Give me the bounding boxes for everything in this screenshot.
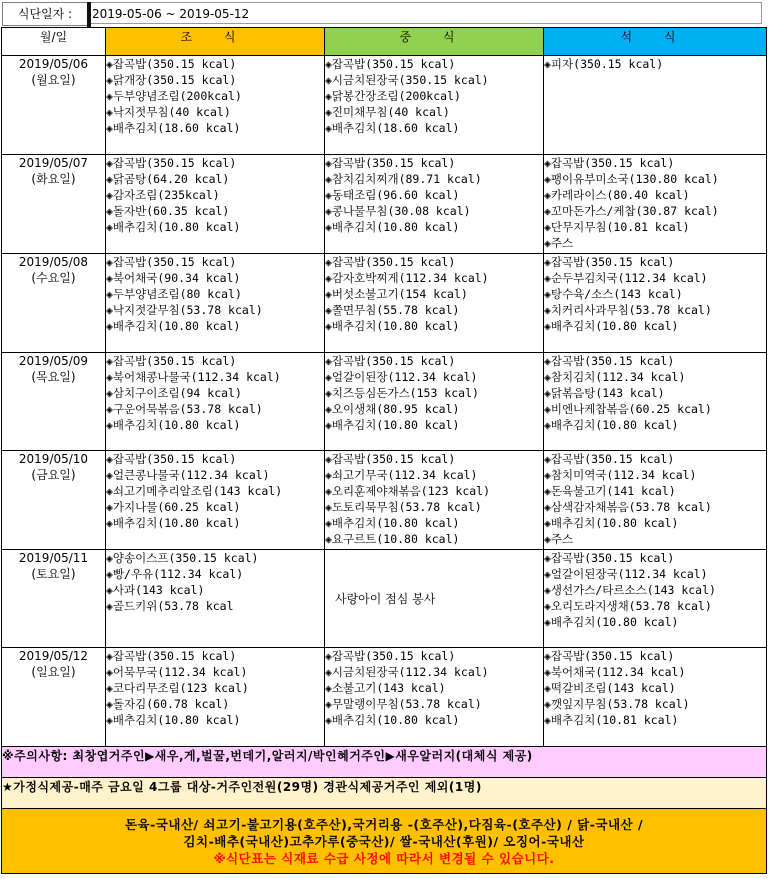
dinner-dish: ◈탕수육/소스(143 kcal) [544, 287, 683, 301]
lunch-dish: ◈배추김치(18.60 kcal) [325, 121, 460, 135]
lunch-dish: ◈배추김치(10.80 kcal) [325, 319, 460, 333]
dinner-dish: ◈북어채국(112.34 kcal) [544, 665, 686, 679]
lunch-dish: ◈배추김치(10.80 kcal) [325, 220, 460, 234]
dinner-dish: ◈배추김치(10.80 kcal) [544, 319, 679, 333]
breakfast-cell [106, 451, 325, 550]
lunch-dish: ◈진미채무침(40 kcal) [325, 105, 450, 119]
breakfast-dish: ◈골드키위(53.78 kcal [106, 599, 234, 613]
lunch-dish: ◈쫄면무침(55.78 kcal) [325, 303, 460, 317]
lunch-cell [325, 648, 544, 747]
breakfast-cell [106, 254, 325, 353]
day-row [2, 451, 767, 550]
dinner-dish: ◈배추김치(10.80 kcal) [544, 418, 679, 432]
breakfast-cell [106, 648, 325, 747]
lunch-dish: ◈잡곡밥(350.15 kcal) [325, 57, 456, 71]
lunch-cell [325, 550, 544, 648]
breakfast-dish: ◈배추김치(10.80 kcal) [106, 713, 241, 727]
day-weekday: (토요일) [31, 567, 76, 581]
dinner-dish: ◈돈육불고기(141 kcal) [544, 484, 676, 498]
origin-note-row [2, 809, 767, 874]
lunch-cell [325, 155, 544, 254]
origin-line-1: 돈육-국내산/ 쇠고기-불고기용(호주산),국거리용 -(호주산),다짐육-(호주산) / 닭-국내산 / [124, 816, 644, 832]
dinner-dish: ◈피자(350.15 kcal) [544, 57, 664, 71]
dinner-dish: ◈비엔나케찹볶음(60.25 kcal) [544, 402, 712, 416]
day-row [2, 254, 767, 353]
dinner-cell [544, 550, 767, 648]
day-date-cell [2, 254, 106, 353]
breakfast-dish: ◈북어채국(90.34 kcal) [106, 271, 241, 285]
dinner-cell [544, 451, 767, 550]
dinner-dish: ◈잡곡밥(350.15 kcal) [544, 354, 675, 368]
breakfast-cell [106, 56, 325, 155]
breakfast-cell [106, 353, 325, 451]
day-date: 2019/05/06 [18, 57, 89, 71]
day-weekday: (목요일) [31, 370, 76, 384]
lunch-dish: ◈잡곡밥(350.15 kcal) [325, 354, 456, 368]
dinner-dish: ◈떡갈비조림(143 kcal) [544, 681, 676, 695]
column-header-breakfast: 조 식 [106, 28, 325, 56]
breakfast-dish: ◈두부양념조림(200kcal) [106, 89, 242, 103]
lunch-dish: ◈감자호박찌게(112.34 kcal) [325, 271, 489, 285]
breakfast-dish: ◈삼치구이조림(94 kcal) [106, 386, 242, 400]
lunch-dish: ◈얼갈이된장(112.34 kcal) [325, 370, 478, 384]
dinner-dish: ◈삼색감자채볶음(53.78 kcal) [544, 500, 712, 514]
lunch-cell [325, 56, 544, 155]
dinner-dish: ◈얼갈이된장국(112.34 kcal) [544, 567, 708, 581]
lunch-dish: ◈치즈등심돈가스(153 kcal) [325, 386, 479, 400]
lunch-dish: ◈참치김치찌개(89.71 kcal) [325, 172, 482, 186]
dinner-dish: ◈잡곡밥(350.15 kcal) [544, 156, 675, 170]
day-date: 2019/05/12 [18, 649, 89, 663]
breakfast-dish: ◈배추김치(10.80 kcal) [106, 319, 241, 333]
dinner-dish: ◈팽이유부미소국(130.80 kcal) [544, 172, 719, 186]
lunch-dish: ◈닭봉간장조림(200kcal) [325, 89, 461, 103]
breakfast-dish: ◈코다리무조림(123 kcal) [106, 681, 249, 695]
breakfast-dish: ◈쇠고기메추리알조림(143 kcal) [106, 484, 283, 498]
day-date-cell [2, 155, 106, 254]
lunch-dish: ◈쇠고기무국(112.34 kcal) [325, 468, 478, 482]
breakfast-dish: ◈잡곡밥(350.15 kcal) [106, 156, 237, 170]
day-date: 2019/05/10 [18, 452, 89, 466]
breakfast-cell [106, 550, 325, 648]
allergy-note-row [2, 747, 767, 778]
dinner-dish: ◈주스 [544, 236, 574, 250]
dinner-dish: ◈닭볶음탕(143 kcal) [544, 386, 665, 400]
dinner-dish: ◈배추김치(10.80 kcal) [544, 516, 679, 530]
dinner-dish: ◈순두부김치국(112.34 kcal) [544, 271, 708, 285]
cell-cursor [87, 2, 91, 29]
dinner-cell [544, 353, 767, 451]
day-date: 2019/05/08 [18, 255, 89, 269]
lunch-dish: ◈시금치된장국(112.34 kcal) [325, 665, 489, 679]
day-date: 2019/05/07 [18, 156, 89, 170]
home-meal-note: ★가정식제공-매주 금요일 4그룹 대상-거주인전원(29명) 경관식제공거주인 제외(1명) [2, 780, 482, 794]
breakfast-dish: ◈가지나물(60.25 kcal) [106, 500, 241, 514]
day-row [2, 56, 767, 155]
day-weekday: (금요일) [31, 468, 76, 482]
breakfast-dish: ◈돌자김(60.78 kcal) [106, 697, 230, 711]
lunch-dish: ◈오리훈제야채볶음(123 kcal) [325, 484, 491, 498]
day-date: 2019/05/09 [18, 354, 89, 368]
dinner-dish: ◈단무지무침(10.81 kcal) [544, 220, 690, 234]
dinner-dish: ◈참치미역국(112.34 kcal) [544, 468, 697, 482]
lunch-cell [325, 353, 544, 451]
column-header-lunch: 중 식 [325, 28, 544, 56]
dinner-dish: ◈생선가스/타르소스(143 kcal) [544, 583, 716, 597]
lunch-dish: ◈잡곡밥(350.15 kcal) [325, 649, 456, 663]
dinner-dish: ◈배추김치(10.80 kcal) [544, 615, 679, 629]
breakfast-dish: ◈배추김치(10.80 kcal) [106, 516, 241, 530]
day-date-cell [2, 648, 106, 747]
breakfast-dish: ◈잡곡밥(350.15 kcal) [106, 57, 237, 71]
dinner-dish: ◈꼬마돈가스/케찹(30.87 kcal) [544, 204, 719, 218]
lunch-dish: ◈잡곡밥(350.15 kcal) [325, 255, 456, 269]
lunch-dish: ◈콩나물무침(30.08 kcal) [325, 204, 471, 218]
dinner-cell [544, 56, 767, 155]
day-date-cell [2, 353, 106, 451]
breakfast-dish: ◈구운어묵볶음(53.78 kcal) [106, 402, 263, 416]
day-row [2, 155, 767, 254]
day-weekday: (월요일) [31, 73, 76, 87]
lunch-dish: ◈소불고기(143 kcal) [325, 681, 446, 695]
lunch-dish: ◈무말랭이무침(53.78 kcal) [325, 697, 482, 711]
breakfast-dish: ◈배추김치(10.80 kcal) [106, 418, 241, 432]
lunch-dish: ◈버섯소불고기(154 kcal) [325, 287, 468, 301]
dinner-dish: ◈잡곡밥(350.15 kcal) [544, 452, 675, 466]
column-header-dinner: 석 식 [544, 28, 767, 56]
allergy-note: ※주의사항: 최창엽거주인▶새우,게,벌꿀,번데기,알러지/박인혜거주인▶새우알러지(대체식 제공) [2, 749, 533, 763]
breakfast-dish: ◈두부양념조림(80 kcal) [106, 287, 242, 301]
breakfast-dish: ◈얼큰콩나물국(112.34 kcal) [106, 468, 270, 482]
date-label: 식단일자 : [2, 2, 88, 26]
breakfast-dish: ◈잡곡밥(350.15 kcal) [106, 354, 237, 368]
breakfast-dish: ◈낙지젓갈무침(53.78 kcal) [106, 303, 263, 317]
column-header-date: 월/일 [2, 28, 106, 56]
breakfast-dish: ◈돌자반(60.35 kcal) [106, 204, 230, 218]
breakfast-dish: ◈잡곡밥(350.15 kcal) [106, 649, 237, 663]
breakfast-dish: ◈닭곰탕(64.20 kcal) [106, 172, 230, 186]
dinner-dish: ◈치커리사과무침(53.78 kcal) [544, 303, 712, 317]
dinner-cell [544, 254, 767, 353]
menu-change-warning: ※식단표는 식재료 수급 사정에 따라서 변경될 수 있습니다. [213, 850, 555, 866]
breakfast-dish: ◈잡곡밥(350.15 kcal) [106, 255, 237, 269]
dinner-cell [544, 155, 767, 254]
lunch-dish: ◈배추김치(10.80 kcal) [325, 418, 460, 432]
lunch-cell [325, 254, 544, 353]
day-row [2, 648, 767, 747]
weekly-menu-table [1, 27, 767, 874]
dinner-dish: ◈잡곡밥(350.15 kcal) [544, 551, 675, 565]
lunch-dish: ◈시금치된장국(350.15 kcal) [325, 73, 489, 87]
dinner-dish: ◈깻잎지무침(53.78 kcal) [544, 697, 690, 711]
lunch-dish: ◈오이생채(80.95 kcal) [325, 402, 460, 416]
date-range-bar [0, 0, 769, 27]
lunch-dish: ◈잡곡밥(350.15 kcal) [325, 452, 456, 466]
breakfast-dish: ◈잡곡밥(350.15 kcal) [106, 452, 237, 466]
dinner-dish: ◈참치김치(112.34 kcal) [544, 370, 686, 384]
day-date-cell [2, 56, 106, 155]
dinner-dish: ◈잡곡밥(350.15 kcal) [544, 255, 675, 269]
lunch-dish: ◈배추김치(10.80 kcal) [325, 713, 460, 727]
home-meal-note-row [2, 778, 767, 809]
breakfast-dish: ◈어묵무국(112.34 kcal) [106, 665, 248, 679]
dinner-dish: ◈카레라이스(80.40 kcal) [544, 188, 690, 202]
breakfast-dish: ◈감자조림(235kcal) [106, 188, 220, 202]
breakfast-dish: ◈양송이스프(350.15 kcal) [106, 551, 259, 565]
dinner-dish: ◈주스 [544, 532, 574, 546]
day-row [2, 353, 767, 451]
dinner-dish: ◈잡곡밥(350.15 kcal) [544, 649, 675, 663]
lunch-dish: ◈잡곡밥(350.15 kcal) [325, 156, 456, 170]
lunch-note: 사랑아이 점심 봉사 [335, 591, 436, 606]
day-row [2, 550, 767, 648]
day-weekday: (수요일) [31, 271, 76, 285]
breakfast-dish: ◈사과(143 kcal) [106, 583, 205, 597]
lunch-cell [325, 451, 544, 550]
dinner-dish: ◈오리도라지생채(53.78 kcal) [544, 599, 712, 613]
origin-line-2: 김치-배추(국내산)고추가루(중국산)/ 쌀-국내산(후원)/ 오징어-국내산 [183, 833, 585, 849]
lunch-dish: ◈배추김치(10.80 kcal) [325, 516, 460, 530]
day-weekday: (일요일) [31, 665, 76, 679]
dinner-cell [544, 648, 767, 747]
breakfast-dish: ◈낙지젓무침(40 kcal) [106, 105, 231, 119]
day-date: 2019/05/11 [18, 551, 89, 565]
day-weekday: (화요일) [31, 172, 76, 186]
dinner-dish: ◈배추김치(10.81 kcal) [544, 713, 679, 727]
lunch-dish: ◈도토리묵무침(53.78 kcal) [325, 500, 482, 514]
day-date-cell [2, 451, 106, 550]
lunch-dish: ◈요구르트(10.80 kcal) [325, 532, 460, 546]
day-date-cell [2, 550, 106, 648]
breakfast-dish: ◈빵/우유(112.34 kcal) [106, 567, 244, 581]
breakfast-dish: ◈배추김치(18.60 kcal) [106, 121, 241, 135]
breakfast-dish: ◈배추김치(10.80 kcal) [106, 220, 241, 234]
lunch-dish: ◈동태조림(96.60 kcal) [325, 188, 460, 202]
breakfast-dish: ◈북어채콩나물국(112.34 kcal) [106, 370, 281, 384]
breakfast-dish: ◈닭개장(350.15 kcal) [106, 73, 237, 87]
breakfast-cell [106, 155, 325, 254]
date-range-value[interactable]: 2019-05-06 ~ 2019-05-12 [88, 2, 762, 24]
